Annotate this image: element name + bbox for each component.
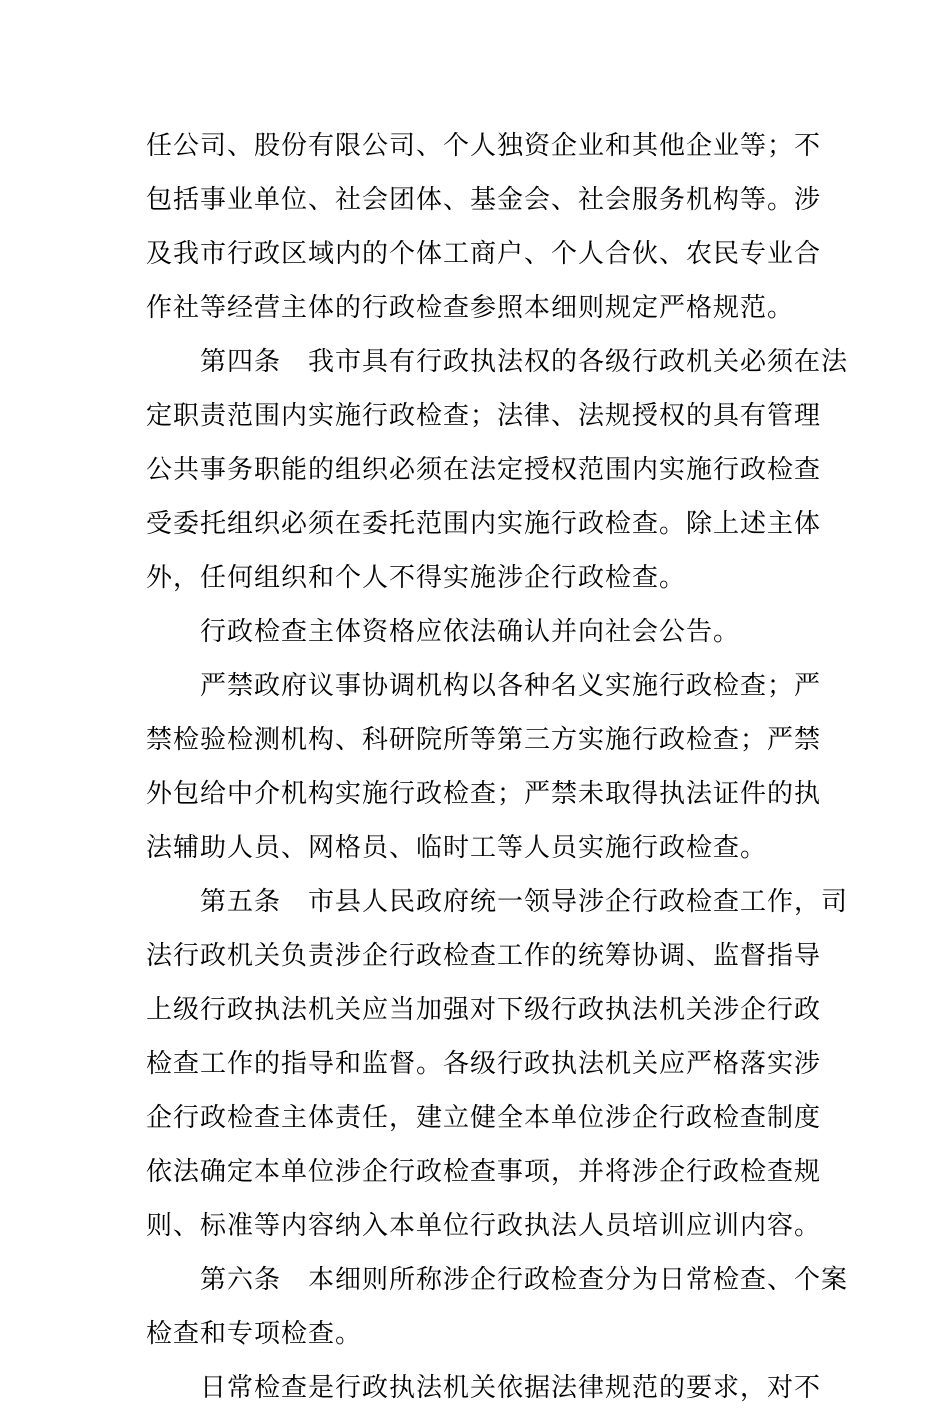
text-line: 公共事务职能的组织必须在法定授权范围内实施行政检查 <box>146 455 822 485</box>
text-line: 外，任何组织和个人不得实施涉企行政检查。 <box>146 563 687 593</box>
text-line: 检查和专项检查。 <box>146 1319 363 1349</box>
text-line: 作社等经营主体的行政检查参照本细则规定严格规范。 <box>146 293 795 323</box>
text-line: 第五条 市县人民政府统一领导涉企行政检查工作，司 <box>200 887 849 917</box>
text-line: 任公司、股份有限公司、个人独资企业和其他企业等；不 <box>146 131 822 161</box>
text-line: 法行政机关负责涉企行政检查工作的统筹协调、监督指导 <box>146 941 822 971</box>
text-line: 则、标准等内容纳入本单位行政执法人员培训应训内容。 <box>146 1211 822 1241</box>
text-line: 行政检查主体资格应依法确认并向社会公告。 <box>200 617 741 647</box>
text-line: 及我市行政区域内的个体工商户、个人合伙、农民专业合 <box>146 239 822 269</box>
text-line: 依法确定本单位涉企行政检查事项，并将涉企行政检查规 <box>146 1157 822 1187</box>
text-line: 法辅助人员、网格员、临时工等人员实施行政检查。 <box>146 833 768 863</box>
text-line: 企行政检查主体责任，建立健全本单位涉企行政检查制度 <box>146 1103 822 1133</box>
document-body <box>146 119 849 1415</box>
text-line: 严禁政府议事协调机构以各种名义实施行政检查；严 <box>200 671 822 701</box>
text-line: 检查工作的指导和监督。各级行政执法机关应严格落实涉 <box>146 1049 822 1079</box>
text-line: 上级行政执法机关应当加强对下级行政执法机关涉企行政 <box>146 995 822 1025</box>
text-line: 禁检验检测机构、科研院所等第三方实施行政检查；严禁 <box>146 725 822 755</box>
text-line: 外包给中介机构实施行政检查；严禁未取得执法证件的执 <box>146 779 822 809</box>
text-line: 定职责范围内实施行政检查；法律、法规授权的具有管理 <box>146 401 822 431</box>
text-line: 包括事业单位、社会团体、基金会、社会服务机构等。涉 <box>146 185 822 215</box>
text-line: 日常检查是行政执法机关依据法律规范的要求，对不 <box>200 1373 822 1403</box>
text-line: 第四条 我市具有行政执法权的各级行政机关必须在法 <box>200 347 849 377</box>
text-line: 第六条 本细则所称涉企行政检查分为日常检查、个案 <box>200 1265 849 1295</box>
text-line: 受委托组织必须在委托范围内实施行政检查。除上述主体 <box>146 509 822 539</box>
